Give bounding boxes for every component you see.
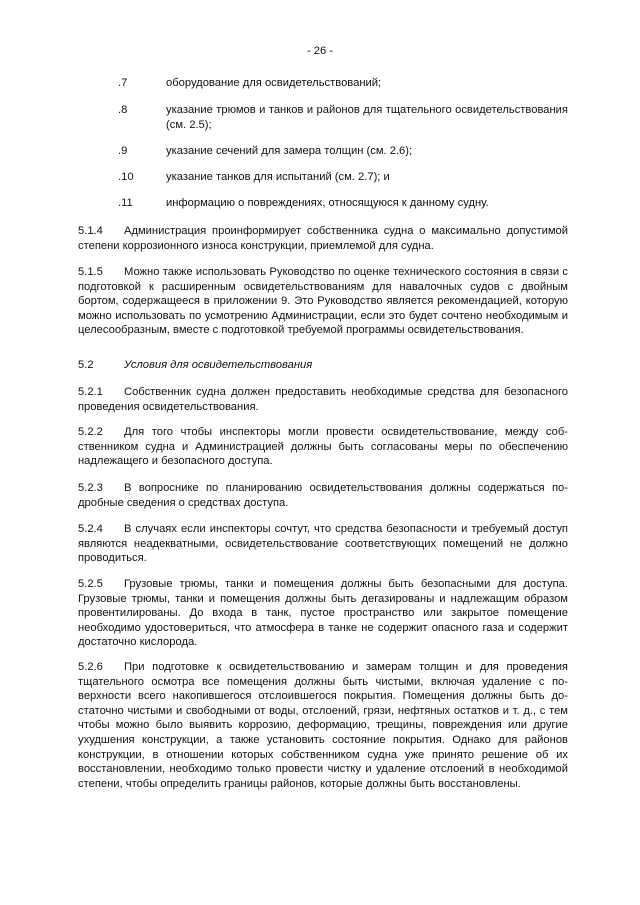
section-title: Условия для освидетельствования bbox=[124, 359, 313, 371]
section-number: 5.2 bbox=[78, 359, 94, 371]
list-item-text: указание танков для испытаний (см. 2.7); и bbox=[166, 171, 390, 183]
paragraph-number: 5.2.1 bbox=[78, 386, 103, 398]
list-item bbox=[118, 103, 568, 132]
paragraph-text: В вопроснике по планированию освидетельствования должны содержаться подробные сведения о средствах доступа. bbox=[78, 482, 568, 509]
paragraph-5-2-1 bbox=[78, 385, 568, 414]
list-item-number: .8 bbox=[118, 104, 128, 116]
page-number: - 26 - bbox=[306, 45, 334, 57]
paragraph-5-2-4 bbox=[78, 522, 568, 566]
paragraph-text: Администрация проинформирует собственника судна о максимально допустимой степени коррозионного износа конструкции, приемлемой для судна. bbox=[78, 225, 568, 252]
paragraph-number: 5.2.3 bbox=[78, 482, 103, 494]
list-item bbox=[118, 144, 568, 159]
paragraph-5-1-5 bbox=[78, 265, 568, 338]
list-item-text: информацию о повреждениях, относящуюся к данному судну. bbox=[166, 197, 489, 209]
paragraph-text: Собственник судна должен предоставить необходимые средства для безопасного проведения освидетельствования. bbox=[78, 386, 568, 413]
list-item-text: указание сечений для замера толщин (см. 2.6); bbox=[166, 145, 413, 157]
paragraph-5-2-2 bbox=[78, 425, 568, 469]
paragraph-number: 5.2.2 bbox=[78, 426, 103, 438]
paragraph-number: 5.2.6 bbox=[78, 661, 103, 673]
list-item-text: оборудование для освидетельствований; bbox=[166, 77, 382, 89]
paragraph-number: 5.1.4 bbox=[78, 225, 103, 237]
list-item-number: .11 bbox=[118, 197, 133, 209]
list-item-number: .7 bbox=[118, 77, 128, 89]
paragraph-5-2-3 bbox=[78, 481, 568, 510]
list-item bbox=[118, 76, 568, 91]
paragraph-text: Грузовые трюмы, танки и помещения должны быть безопасными для доступа. Грузовые трюмы, танки и помещения должны быть дегазированы и надлежащим образом провентилированы. До входа в танк, пустое пространство или закрытое помещение необходимо удостовериться, что атмосфера в танке не содержит опасного газа и содержит достаточно кислорода. bbox=[78, 578, 568, 649]
paragraph-number: 5.2.5 bbox=[78, 578, 103, 590]
paragraph-number: 5.2.4 bbox=[78, 523, 103, 535]
list-item-number: .9 bbox=[118, 145, 128, 157]
paragraph-text: Можно также использовать Руководство по оценке технического состояния в связи с подготовкой к расширенным освидетельствованиям для навалочных судов с двойным бортом, содержащееся в приложении 9. Это Руководство является рекомендацией, которую можно использовать по усмотрению Администрации, если это будет сочтено необходимым и целесообразным, вместе с подготовкой требуемой программы освидетельствования. bbox=[78, 266, 568, 337]
paragraph-text: При подготовке к освидетельствованию и замерам толщин и для проведения тщательного осмотра все помещения должны быть чистыми, включая удаление с поверхности всего накопившегося отслоившегося покрытия. Помещения должны быть достаточно чистыми и свободными от воды, отслоений, грязи, нефтяных остатков и т. д., с тем чтобы можно было выявить коррозию, деформацию, трещины, повреждения или другие ухудшения конструкции, а также установить состояние покрытия. Однако для районов конструкции, в отношении которых собственником судна уже принято решение об их восстановлении, необходимо только провести чистку и удаление отслоений в необходимой степени, чтобы определить границы районов, которые должны быть восстановлены. bbox=[78, 661, 568, 790]
paragraph-5-2-6 bbox=[78, 660, 568, 791]
paragraph-5-2-5 bbox=[78, 577, 568, 650]
list-item bbox=[118, 170, 568, 185]
paragraph-text: В случаях если инспекторы сочтут, что средства безопасности и требуемый доступ являются неадекватными, освидетельствование соответствующих помещений не должно проводиться. bbox=[78, 523, 568, 565]
list-item-text: указание трюмов и танков и районов для тщательного освидетельствования (см. 2.5); bbox=[166, 104, 568, 131]
section-heading bbox=[78, 358, 568, 373]
list-item-number: .10 bbox=[118, 171, 134, 183]
paragraph-number: 5.1.5 bbox=[78, 266, 103, 278]
list-item bbox=[118, 196, 568, 211]
paragraph-5-1-4 bbox=[78, 224, 568, 253]
paragraph-text: Для того чтобы инспекторы могли провести освидетельствование, между собственником судна и Администрацией должны быть согласованы меры по обеспечению надлежащего и безопасного доступа. bbox=[78, 426, 568, 468]
